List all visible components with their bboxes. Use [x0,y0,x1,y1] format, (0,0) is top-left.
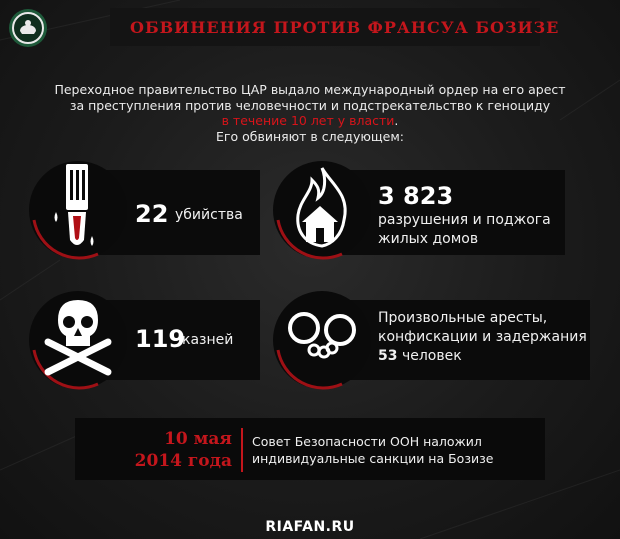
date-line-2: 2014 года [134,451,232,471]
arson-label-line-1: разрушения и поджога [378,212,551,228]
arson-number: 3 823 [378,182,454,210]
arrests-line-2: конфискации и задержания [378,329,587,345]
sanctions-line-1: Совет Безопасности ООН наложил [252,434,482,449]
skull-crossbones-icon [28,290,128,390]
sanctions-text [252,433,493,467]
murders-label: убийства [175,207,243,223]
burning-house-icon [272,160,372,260]
intro-line-3 [40,113,580,129]
executions-label: казней [182,332,234,348]
arrests-number: 53 [378,348,398,364]
date-line-1: 10 мая [164,429,232,449]
arrests-line-1: Произвольные аресты, [378,310,548,326]
intro-highlight: в течение 10 лет у власти [221,113,395,128]
page-title: ОБВИНЕНИЯ ПРОТИВ ФРАНСУА БОЗИЗЕ [130,18,560,37]
murders-number: 22 [135,200,169,228]
arrests-label: человек [401,348,462,364]
arson-label-line-2: жилых домов [378,231,479,247]
source-footer: RIAFAN.RU [265,519,355,535]
intro-line-1: Переходное правительство ЦАР выдало международный ордер на его арест [54,82,566,97]
knife-blood-icon [28,160,128,260]
handcuffs-icon [272,290,372,390]
riafan-logo-icon [8,8,48,48]
intro-line-2: за преступления против человечности и подстрекательство к геноциду [69,97,551,113]
executions-number: 119 [135,325,186,353]
intro-line-3-end: . [394,113,399,128]
arrests-count [378,347,462,366]
intro-line-4: Его обвиняют в следующем: [216,128,404,144]
sanctions-date [135,428,232,472]
intro-text [40,82,580,144]
sanctions-line-2: индивидуальные санкции на Бозизе [252,451,494,466]
date-divider [241,428,243,472]
